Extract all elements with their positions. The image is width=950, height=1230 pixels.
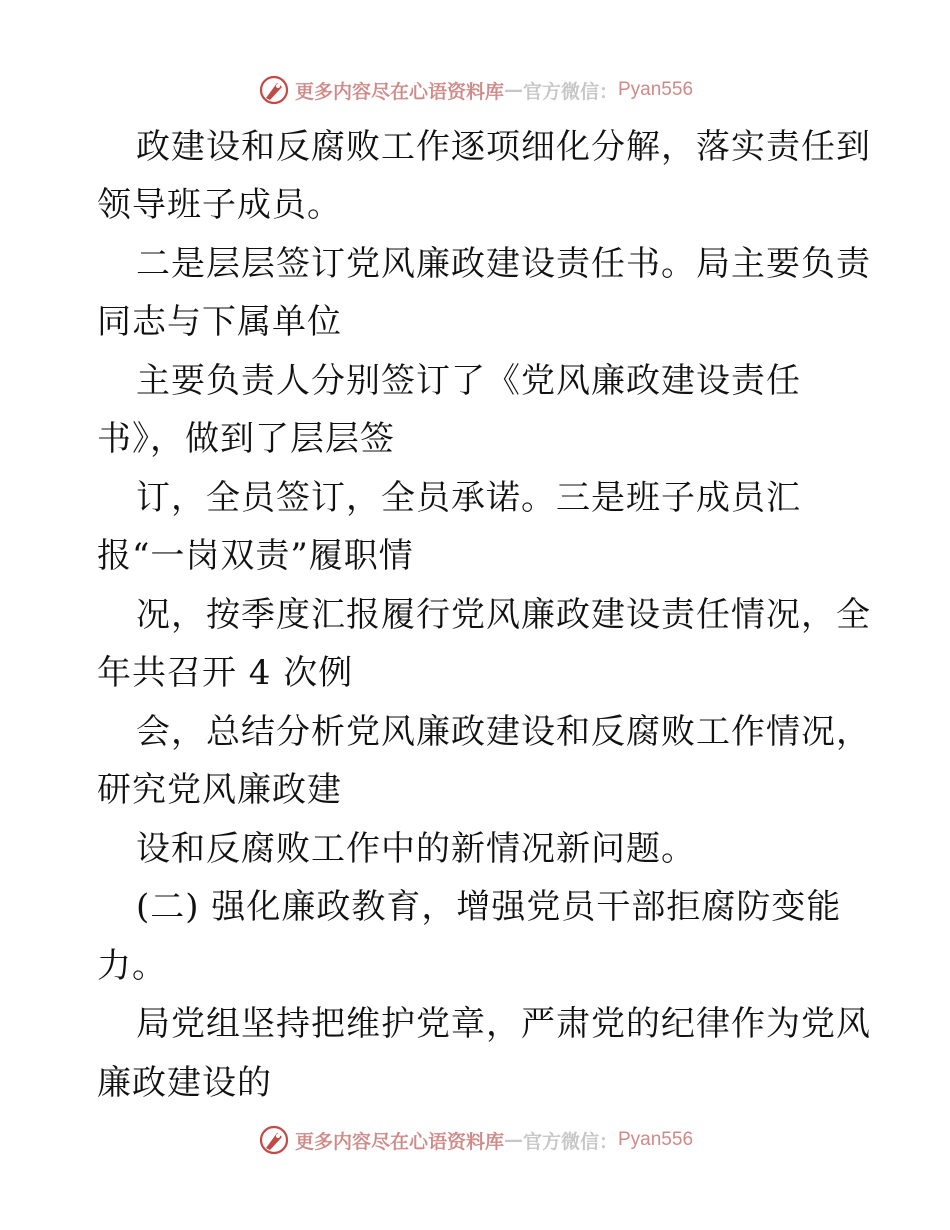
body-line: 年共召开 4 次例 xyxy=(97,653,354,693)
body-line: 二是层层签订党风廉政建设责任书。局主要负责 xyxy=(136,244,871,284)
body-line: 订，全员签订，全员承诺。三是班子成员汇 xyxy=(136,478,801,518)
banner-tail-text: 官方微信： xyxy=(522,80,618,103)
pen-nib-logo-icon xyxy=(257,1123,291,1157)
body-line: 会，总结分析党风廉政建设和反腐败工作情况， xyxy=(136,712,871,752)
footer-banner xyxy=(0,1120,950,1160)
body-line: 研究党风廉政建 xyxy=(97,770,342,810)
section-heading: (二) 强化廉政教育，增强党员干部拒腐防变能 xyxy=(136,887,842,927)
banner-wechat-handle: Pyan556 xyxy=(618,79,694,100)
banner-tail-text: 官方微信： xyxy=(522,1130,618,1153)
banner-dash: — xyxy=(503,79,523,101)
body-line: 同志与下属单位 xyxy=(97,302,342,342)
body-line: 报“一岗双责”履职情 xyxy=(97,536,414,576)
body-line: 设和反腐败工作中的新情况新问题。 xyxy=(136,829,696,869)
banner-lead-text: 更多内容尽在心语资料库 xyxy=(294,1130,504,1153)
body-line: 局党组坚持把维护党章，严肃党的纪律作为党风 xyxy=(136,1004,871,1044)
banner-dash: — xyxy=(503,1129,523,1151)
body-line: 主要负责人分别签订了《党风廉政建设责任 xyxy=(136,361,801,401)
body-line: 况，按季度汇报履行党风廉政建设责任情况，全 xyxy=(136,595,871,635)
banner-wechat-handle: Pyan556 xyxy=(618,1129,694,1150)
body-line: 廉政建设的 xyxy=(97,1063,272,1103)
body-line: 书》，做到了层层签 xyxy=(97,419,395,459)
body-line: 政建设和反腐败工作逐项细化分解，落实责任到 xyxy=(136,127,871,167)
banner-lead-text: 更多内容尽在心语资料库 xyxy=(294,80,504,103)
body-line: 领导班子成员。 xyxy=(97,185,342,225)
body-line: 力。 xyxy=(97,946,167,986)
